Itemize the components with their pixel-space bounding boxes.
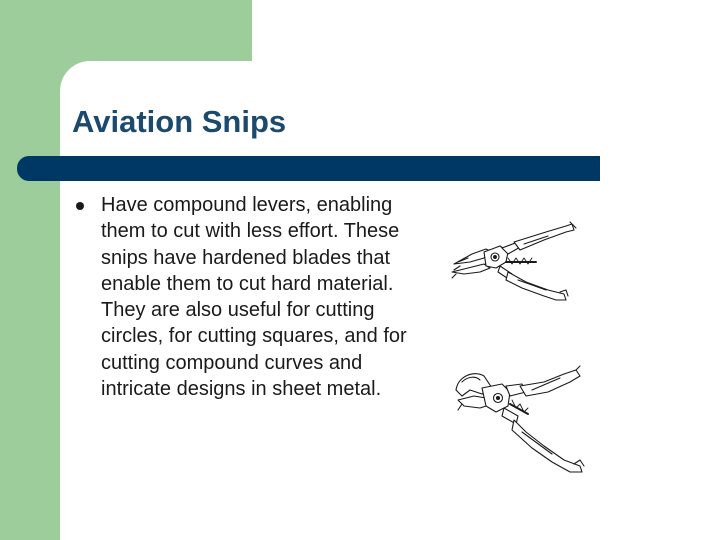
aviation-snips-icon bbox=[452, 368, 587, 476]
aviation-snips-icon bbox=[448, 218, 578, 308]
bullet-list bbox=[76, 192, 416, 402]
bullet-item bbox=[76, 192, 416, 402]
title-underline-bar bbox=[17, 156, 600, 181]
bullet-dot-icon bbox=[76, 202, 84, 210]
bullet-text: Have compound levers, enabling them to cut with less effort. These snips have hardened blades that enable them to cut hard material. They are also useful for cutting circles, for cutting squares, and for cutting compound curves and intricate designs in sheet metal. bbox=[101, 194, 407, 401]
slide-title: Aviation Snips bbox=[72, 104, 287, 139]
